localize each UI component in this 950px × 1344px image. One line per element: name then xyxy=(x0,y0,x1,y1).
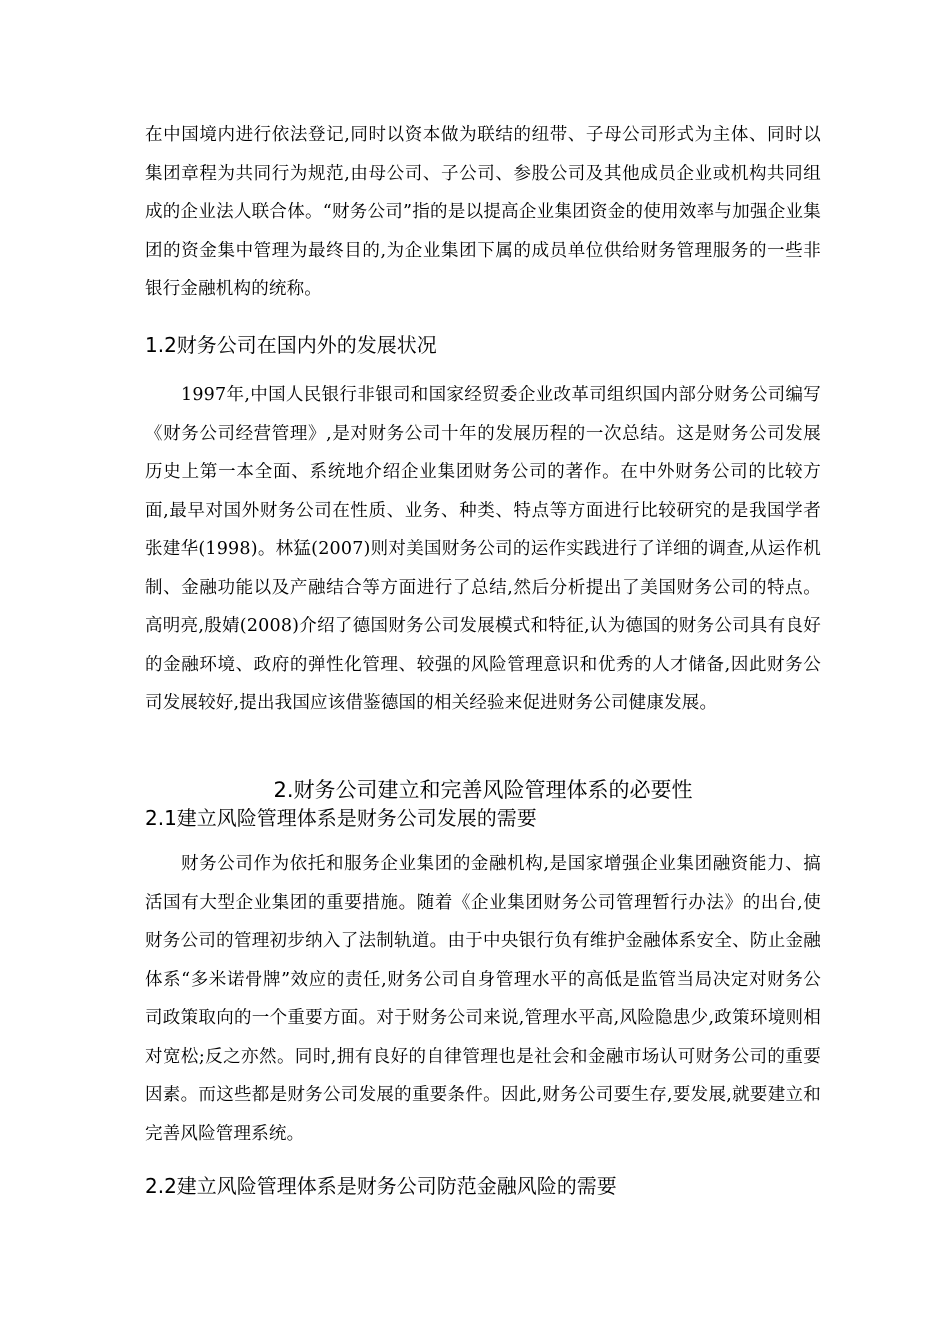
section-heading-1-2: 1.2财务公司在国内外的发展状况 xyxy=(145,333,437,357)
section-heading-2-2: 2.2建立风险管理体系是财务公司防范金融风险的需要 xyxy=(145,1174,617,1198)
section-2-1-paragraph: 财务公司作为依托和服务企业集团的金融机构,是国家增强企业集团融资能力、搞活国有大型企业集团的重要措施。随着《企业集团财务公司管理暂行办法》的出台,使财务公司的管理初步纳入了法制轨道。由于中央银行负有维护金融体系安全、防止金融体系“多米诺骨牌”效应的责任,财务公司自身管理水平的高低是监管当局决定对财务公司政策取向的一个重要方面。对于财务公司来说,管理水平高,风险隐患少,政策环境则相对宽松;反之亦然。同时,拥有良好的自律管理也是社会和金融市场认可财务公司的重要因素。而这些都是财务公司发展的重要条件。因此,财务公司要生存,要发展,就要建立和完善风险管理系统。 xyxy=(145,854,821,1144)
section-heading-2-1: 2.1建立风险管理体系是财务公司发展的需要 xyxy=(145,806,537,830)
section-1-2-paragraph: 1997年,中国人民银行非银司和国家经贸委企业改革司组织国内部分财务公司编写《财务公司经营管理》,是对财务公司十年的发展历程的一次总结。这是财务公司发展历史上第一本全面、系统地介绍企业集团财务公司的著作。在中外财务公司的比较方面,最早对国外财务公司在性质、业务、种类、特点等方面进行比较研究的是我国学者张建华(1998)。林猛(2007)则对美国财务公司的运作实践进行了详细的调查,从运作机制、金融功能以及产融结合等方面进行了总结,然后分析提出了美国财务公司的特点。高明亮,殷婧(2008)介绍了德国财务公司发展模式和特征,认为德国的财务公司具有良好的金融环境、政府的弹性化管理、较强的风险管理意识和优秀的人才储备,因此财务公司发展较好,提出我国应该借鉴德国的相关经验来促进财务公司健康发展。 xyxy=(145,385,821,713)
chapter-heading-2: 2.财务公司建立和完善风险管理体系的必要性 xyxy=(273,778,693,802)
intro-paragraph: 在中国境内进行依法登记,同时以资本做为联结的纽带、子母公司形式为主体、同时以集团章程为共同行为规范,由母公司、子公司、参股公司及其他成员企业或机构共同组成的企业法人联合体。“财务公司”指的是以提高企业集团资金的使用效率与加强企业集团的资金集中管理为最终目的,为企业集团下属的成员单位供给财务管理服务的一些非银行金融机构的统称。 xyxy=(145,125,821,299)
